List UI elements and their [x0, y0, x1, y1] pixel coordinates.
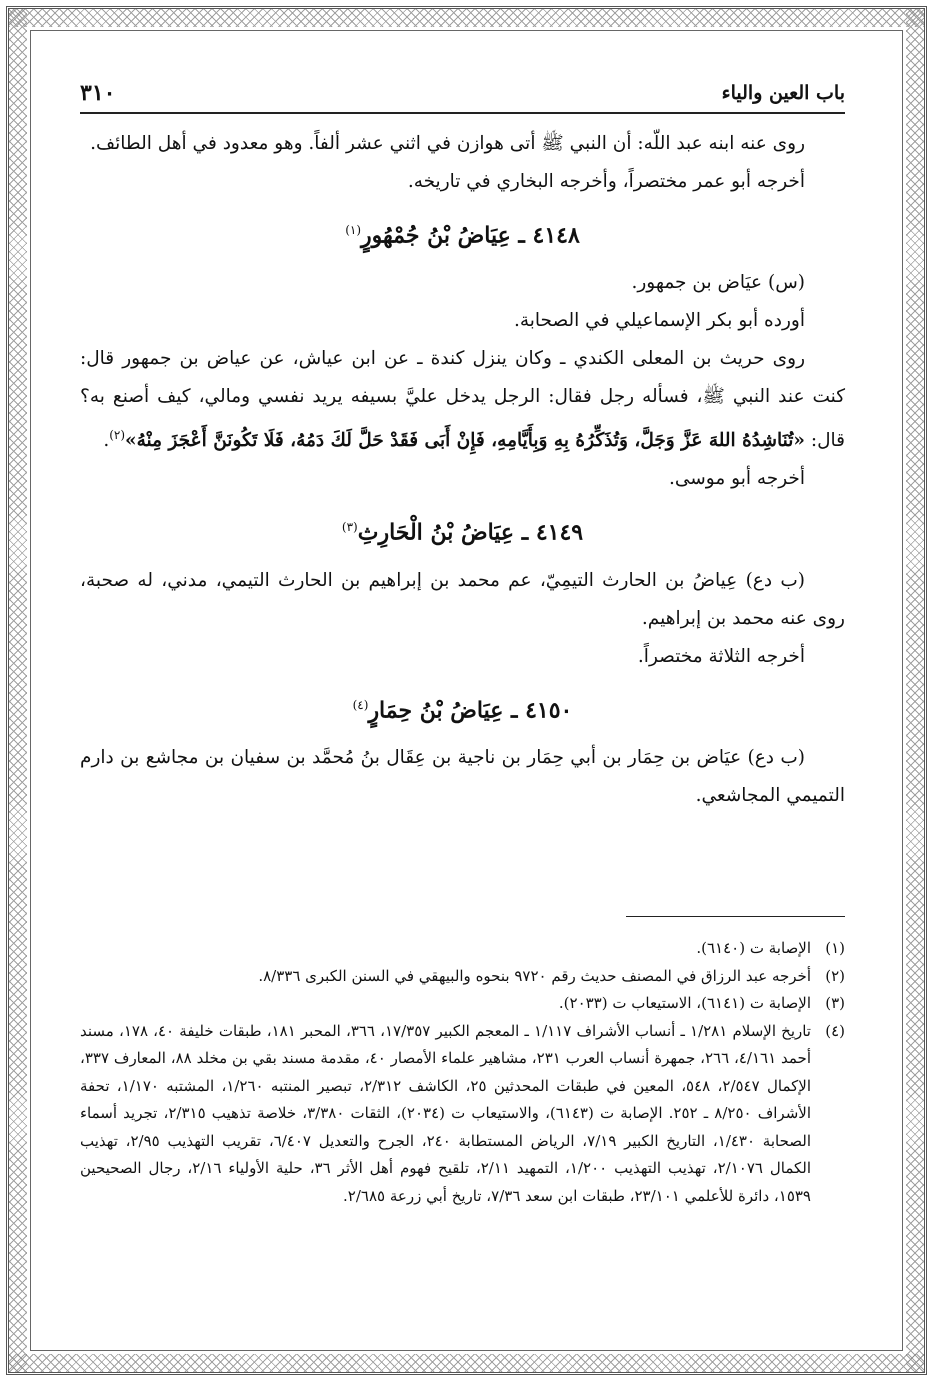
entry-title-text: ٤١٥٠ ـ عِيَاضُ بْنُ حِمَارٍ — [368, 697, 573, 724]
footnote-ref: (٣) — [341, 520, 358, 535]
footnote-number: (٢) — [825, 966, 845, 985]
paragraph: (ب دع) عِياضُ بن الحارث التيمِيّ، عم محمد بن إبراهيم بن الحارث التيمي، مدني، له صحبة، روى عنه محمد بن إبراهيم. — [80, 569, 845, 629]
paragraph: (س) عيَاض بن جمهور. — [631, 272, 805, 294]
footnote-text: تاريخ الإسلام ١/٢٨١ ـ أنساب الأشراف ١/١١٧ ـ المعجم الكبير ١٧/٣٥٧، ٣٦٦، المحبر ١٨١، طبقات خليفة ٤٠، ١٧٨، مسند أحمد ٤/١٦١، ٢٦٦، جمهرة أنساب العرب ٢٣١، مشاهير علماء الأمصار ٤٠، مقدمة مسند بقي بن مخلد ٨٨، المعارف ٣٣٧، الإكمال ٢/٥٤٧، ٥٤٨، المعين في طبقات المحدثين ٢٥، الكاشف ٢/٣١٢، تبصير المنتبه ١/٢٦٠، المشتبه ١/١٧٠، تحفة الأشراف ٨/٢٥٠ ـ ٢٥٢. الإصابة ت (٦١٤٣)، والاستيعاب ت (٢٠٣٤)، الثقات ٣/٣٨٠، خلاصة تذهيب ٢/٣١٥، تجريد أسماء الصحابة ١/٤٣٠، التاريخ الكبير ٧/١٩، الرياض المستطابة ٢٤٠، الجرح والتعديل ٦/٤٠٧، تقريب التهذيب ٢/٩٥، تهذيب الكمال ٢/١٠٧٦، تهذيب التهذيب ١/٢٠٠، التمهيد ٢/١١، تلقيح فهوم أهل الأثر ٣٦، حلية الأولياء ٢/١٦، رجال الصحيحين ١٥٣٩، دائرة للأعلمي ٢٣/١٠١، طبقات ابن سعد ٧/٣٦، تاريخ أبي زرعة ٢/٦٨٥. — [80, 1021, 812, 1205]
footnote-item — [80, 990, 845, 1018]
footnote-text: الإصابة ت (٦١٤١)، الاستيعاب ت (٢٠٣٣). — [558, 994, 811, 1012]
footnote-item — [80, 1018, 845, 1211]
section-title: باب العين والياء — [721, 82, 845, 104]
page-number: ٣١٠ — [80, 80, 116, 106]
footnote-text: أخرجه عبد الرزاق في المصنف حديث رقم ٩٧٢٠ بنحوه والبيهقي في السنن الكبرى ٨/٣٣٦. — [258, 966, 811, 985]
paragraph: أخرجه أبو عمر مختصراً، وأخرجه البخاري في تاريخه. — [407, 171, 805, 192]
entry-title-text: ٤١٤٨ ـ عِيَاضُ بْنُ جُمْهُورٍ — [361, 222, 580, 249]
paragraph: (ب دع) عيَاض بن حِمَار بن أبي حِمَار بن ناجية بن عِقَال بنُ مُحمَّد بن سفيان بن مجاشع بن دارم التميمي المجاشعي. — [80, 747, 845, 807]
footnote-item — [80, 935, 845, 963]
footnote-number: (٤) — [825, 1021, 845, 1040]
footnote-ref: (٢) — [109, 428, 126, 443]
footnote-ref: (١) — [345, 223, 362, 237]
paragraph-hadith — [80, 340, 845, 460]
footnote-item — [80, 963, 845, 991]
paragraph: أورده أبو بكر الإسماعيلي في الصحابة. — [513, 310, 805, 332]
entry-title-4148 — [80, 205, 845, 260]
entry-title-4149 — [80, 502, 845, 557]
footnote-separator — [626, 916, 845, 917]
entry-title-4150 — [80, 680, 845, 735]
footnote-number: (١) — [825, 939, 845, 957]
paragraph: روى عنه ابنه عبد اللّه: أن النبي ﷺ أتى هوازن في اثني عشر ألفاً. وهو معدود في أهل الطائف. — [90, 133, 805, 154]
footnotes — [80, 935, 845, 1210]
paragraph: أخرجه أبو موسى. — [668, 468, 805, 490]
hadith-text: «تُنَاشِدُهُ اللهَ عَزَّ وَجَلَّ، وَتُذَكِّرُهُ بِهِ وَبِأَيَّامِهِ، فَإِنْ أَبَى فَقَدْ حَلَّ لَكَ دَمُهُ، فَلَا تَكُونَنَّ أَعْجَزَ مِنْهُ» — [125, 430, 805, 452]
running-header — [80, 78, 845, 114]
footnote-ref: (٤) — [352, 697, 369, 712]
footnote-text: الإصابة ت (٦١٤٠). — [696, 939, 811, 957]
narration-text: روى حريث بن المعلى الكندي ـ وكان ينزل كندة ـ عن ابن عياش، عن عياض بن جمهور قال: كنت عند النبي ﷺ، فسأله رجل فقال: الرجل يدخل عليَّ بسيفه يريد نفسي ومالي، كيف أصنع به؟ قال: — [80, 348, 845, 452]
period: . — [103, 430, 110, 452]
paragraph: أخرجه الثلاثة مختصراً. — [637, 645, 805, 667]
footnote-number: (٣) — [825, 994, 845, 1012]
main-text — [80, 125, 845, 815]
entry-title-text: ٤١٤٩ ـ عِيَاضُ بْنُ الْحَارِثِ — [357, 519, 584, 546]
